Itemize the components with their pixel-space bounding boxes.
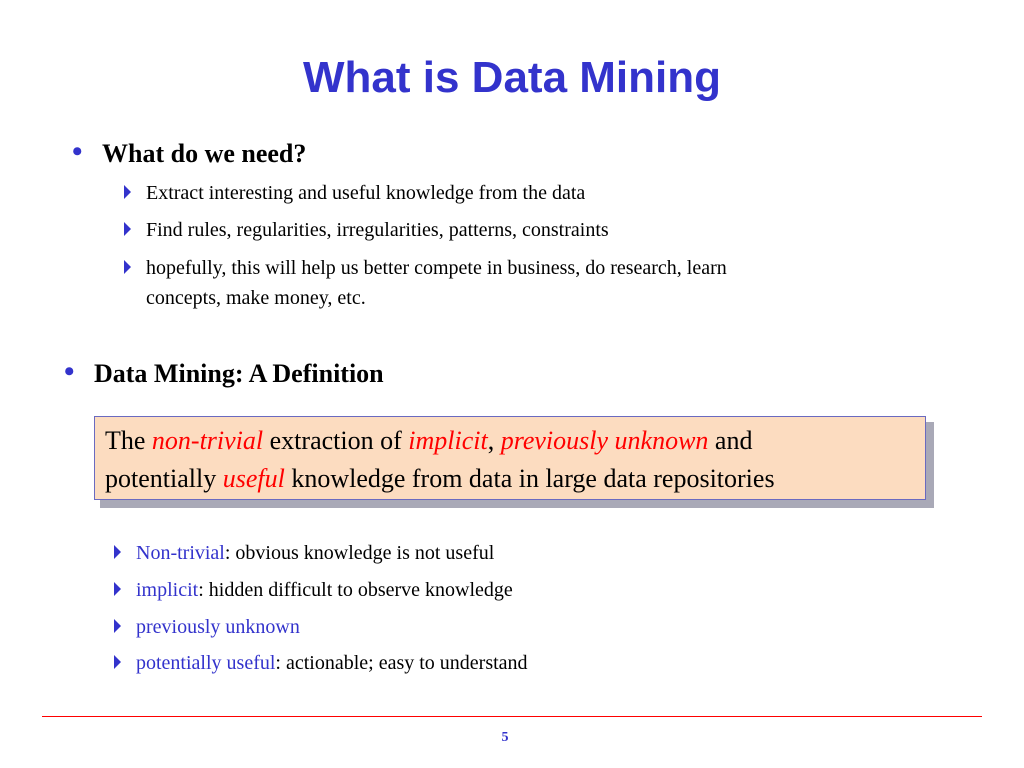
term-label: potentially useful [136, 652, 276, 674]
definition-text: knowledge from data in large data repositories [284, 464, 775, 493]
list-item-text: hopefully, this will help us better compete in business, do research, learn [146, 257, 727, 279]
footer-divider [42, 716, 982, 717]
definition-callout [94, 416, 930, 502]
bullet-heading: Data Mining: A Definition [94, 359, 384, 388]
list-item-text: Find rules, regularities, irregularities, patterns, constraints [146, 219, 609, 241]
arrow-bullet-icon [114, 619, 121, 633]
list-item-text: Extract interesting and useful knowledge from the data [146, 182, 586, 204]
list-item-text-continued: concepts, make money, etc. [146, 287, 366, 309]
definition-text: potentially [105, 464, 223, 493]
definition-term: useful [222, 464, 285, 493]
definition-text: , [487, 426, 501, 455]
arrow-bullet-icon [114, 655, 121, 669]
slide-title: What is Data Mining [303, 53, 721, 102]
term-label: Non-trivial [136, 542, 225, 564]
term-description: : hidden difficult to observe knowledge [198, 579, 513, 601]
arrow-bullet-icon [114, 545, 121, 559]
definition-text: The [105, 426, 152, 455]
list-item [124, 253, 944, 317]
definition-text: and [708, 426, 753, 455]
arrow-bullet-icon [124, 185, 131, 199]
term-label: implicit [136, 579, 199, 601]
term-label: previously unknown [136, 616, 300, 638]
definition-term: previously unknown [500, 426, 709, 455]
definition-box [94, 416, 926, 500]
arrow-bullet-icon [124, 222, 131, 236]
arrow-bullet-icon [124, 260, 131, 274]
page-number: 5 [501, 730, 509, 745]
bullet-dot-icon: • [64, 355, 75, 388]
definition-term: non-trivial [151, 426, 264, 455]
term-description: : obvious knowledge is not useful [224, 542, 495, 564]
definition-text: extraction of [263, 426, 409, 455]
arrow-bullet-icon [114, 582, 121, 596]
bullet-heading: What do we need? [102, 139, 307, 168]
definition-term: implicit [408, 426, 488, 455]
term-description: : actionable; easy to understand [275, 652, 528, 674]
bullet-dot-icon: • [72, 135, 83, 168]
